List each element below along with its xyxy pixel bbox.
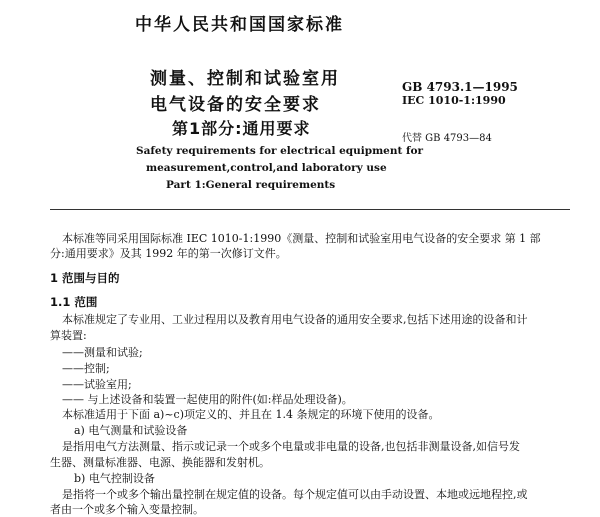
english-title-part: Part 1:General requirements [166, 179, 336, 191]
scope-line-2: 算装置: [50, 329, 87, 342]
chinese-title-part: 第1部分:通用要求 [172, 119, 311, 138]
chinese-title-line-1: 测量、控制和试验室用 [150, 69, 340, 89]
national-standard-header: 中华人民共和国国家标准 [135, 15, 344, 35]
section-1-1-heading: 1.1 范围 [50, 295, 98, 309]
subsection-b-heading: b) 电气控制设备 [74, 472, 155, 485]
list-item: ——试验室用; [62, 378, 132, 391]
iec-equivalent: IEC 1010-1:1990 [402, 94, 506, 107]
subsection-b-line-1: 是指将一个或多个输出量控制在规定值的设备。每个规定值可以由手动设置、本地或远地程控,或 [62, 488, 528, 501]
intro-paragraph-line-1: 本标准等同采用国际标准 IEC 1010-1:1990《测量、控制和试验室用电气设备的安全要求 第 1 部 [62, 232, 541, 245]
scope-line-1: 本标准规定了专业用、工业过程用以及教育用电气设备的通用安全要求,包括下述用途的设备和计 [62, 313, 528, 326]
english-title-line-2: measurement,control,and laboratory use [146, 162, 387, 174]
intro-paragraph-line-2: 分:通用要求》及其 1992 年的第一次修订文件。 [50, 247, 287, 260]
subsection-a-line-2: 生器、测量标准器、电源、换能器和发射机。 [50, 456, 270, 469]
subsection-b-line-2: 者由一个或多个输入变量控制。 [50, 503, 204, 516]
subsection-a-line-1: 是指用电气方法测量、指示或记录一个或多个电量或非电量的设备,也包括非测量设备,如信号发 [62, 440, 520, 453]
standard-number: GB 4793.1—1995 [402, 80, 518, 94]
applies-statement: 本标准适用于下面 a)~c)项定义的、并且在 1.4 条规定的环境下使用的设备。 [62, 408, 440, 421]
english-title-line-1: Safety requirements for electrical equipment for [136, 145, 424, 157]
list-item: ——测量和试验; [62, 346, 143, 359]
section-1-heading: 1 范围与目的 [50, 271, 120, 285]
chinese-title-line-2: 电气设备的安全要求 [150, 95, 321, 115]
list-item: —— 与上述设备和装置一起使用的附件(如:样品处理设备)。 [62, 393, 353, 406]
title-divider [50, 209, 570, 210]
list-item: ——控制; [62, 362, 110, 375]
subsection-a-heading: a) 电气测量和试验设备 [74, 424, 188, 437]
replaces-note: 代替 GB 4793—84 [402, 133, 492, 144]
